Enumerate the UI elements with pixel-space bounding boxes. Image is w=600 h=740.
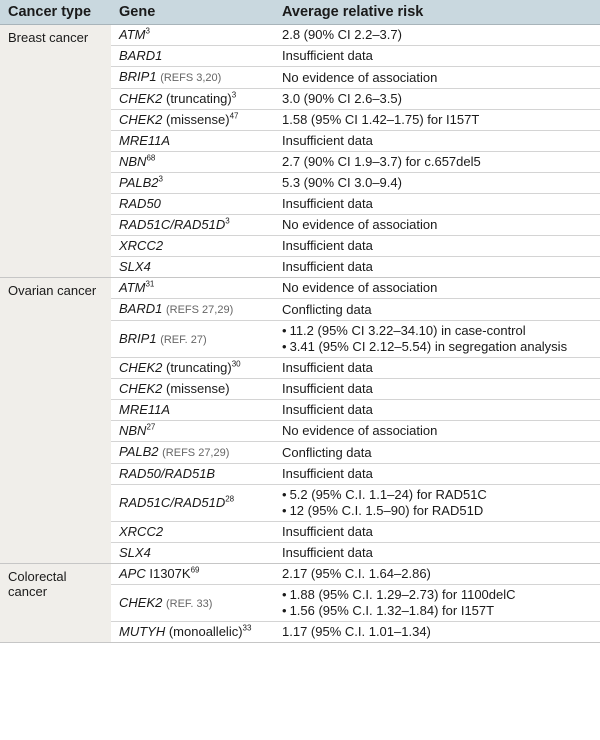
gene-name: MRE11A	[119, 133, 171, 148]
reference-note: (REFS 27,29)	[165, 304, 234, 316]
risk-value: No evidence of association	[282, 423, 438, 438]
gene-cell	[111, 464, 274, 485]
table-row	[0, 25, 600, 46]
risk-cell	[274, 543, 600, 564]
gene-name: PALB2	[119, 444, 159, 459]
gene-name: BARD1	[119, 301, 163, 316]
gene-cell	[111, 358, 274, 379]
risk-value: 5.2 (95% C.I. 1.1–24) for RAD51C	[289, 487, 487, 502]
gene-cell	[111, 564, 274, 585]
reference-superscript: 3	[158, 174, 163, 184]
gene-name: BRIP1	[119, 330, 157, 346]
gene-name: PALB2	[119, 175, 159, 190]
gene-cell	[111, 299, 274, 321]
risk-value: 12 (95% C.I. 1.5–90) for RAD51D	[289, 503, 484, 518]
table-header	[0, 0, 600, 25]
reference-superscript: 3	[231, 90, 237, 100]
reference-note: (REFS 3,20)	[160, 72, 222, 84]
gene-name: NBN	[119, 423, 147, 438]
risk-cell	[274, 89, 600, 110]
gene-name: RAD51C/RAD51D	[119, 217, 226, 232]
risk-cell	[274, 236, 600, 257]
risk-cell	[274, 67, 600, 89]
gene-cell	[111, 89, 274, 110]
risk-cell	[274, 379, 600, 400]
bullet-icon: •	[282, 339, 287, 354]
reference-superscript: 3	[145, 26, 150, 36]
gene-cell	[111, 25, 274, 46]
gene-qualifier: (monoallelic)	[168, 624, 243, 639]
gene-qualifier: (missense)	[165, 112, 230, 127]
gene-name: CHEK2	[119, 381, 163, 396]
gene-name: MUTYH	[119, 624, 166, 639]
risk-bullet-line	[282, 339, 592, 355]
risk-value: Insufficient data	[282, 402, 373, 417]
reference-superscript: 69	[190, 565, 200, 575]
risk-value: 1.88 (95% C.I. 1.29–2.73) for 1100delC	[289, 587, 516, 602]
risk-cell	[274, 257, 600, 278]
gene-name: XRCC2	[119, 524, 164, 539]
risk-value: 2.7 (90% CI 1.9–3.7) for c.657del5	[282, 154, 481, 169]
gene-qualifier: (truncating)	[165, 360, 232, 375]
table-row	[0, 278, 600, 299]
gene-name: ATM	[119, 280, 146, 295]
risk-cell	[274, 564, 600, 585]
risk-value: 2.8 (90% CI 2.2–3.7)	[282, 27, 402, 42]
gene-cell	[111, 278, 274, 299]
gene-cell	[111, 622, 274, 643]
risk-bullet-line	[282, 323, 592, 339]
risk-cell	[274, 522, 600, 543]
gene-cell	[111, 321, 274, 358]
risk-bullet-line	[282, 603, 592, 619]
risk-value: Insufficient data	[282, 524, 373, 539]
risk-value: Insufficient data	[282, 196, 373, 211]
risk-value: No evidence of association	[282, 280, 438, 295]
reference-note: (REF. 27)	[160, 333, 207, 346]
reference-superscript: 27	[146, 422, 156, 432]
risk-value: Conflicting data	[282, 444, 372, 460]
gene-name: ATM	[119, 27, 146, 42]
gene-cell	[111, 110, 274, 131]
risk-cell	[274, 194, 600, 215]
reference-note: (REFS 27,29)	[162, 447, 230, 459]
reference-superscript: 33	[242, 623, 252, 633]
risk-value: Insufficient data	[282, 259, 373, 274]
risk-bullet-line	[282, 503, 592, 519]
risk-value: No evidence of association	[282, 69, 438, 85]
gene-qualifier: (missense)	[165, 381, 230, 396]
bullet-icon: •	[282, 503, 287, 518]
risk-value: Insufficient data	[282, 466, 373, 481]
risk-bullet-line	[282, 587, 592, 603]
gene-cell	[111, 131, 274, 152]
risk-cell	[274, 464, 600, 485]
risk-cell	[274, 173, 600, 194]
risk-cell	[274, 400, 600, 421]
gene-name: CHEK2	[119, 91, 163, 106]
risk-value: Insufficient data	[282, 381, 373, 396]
cancer-type-cell: Breast cancer	[0, 25, 111, 278]
gene-name: CHEK2	[119, 112, 163, 127]
risk-value: Insufficient data	[282, 545, 373, 560]
gene-cell	[111, 442, 274, 464]
gene-name: SLX4	[119, 259, 151, 274]
gene-cell	[111, 173, 274, 194]
gene-cell	[111, 194, 274, 215]
risk-cell	[274, 46, 600, 67]
cancer-type-cell: Ovarian cancer	[0, 278, 111, 564]
reference-superscript: 28	[225, 494, 235, 504]
risk-cell	[274, 421, 600, 442]
risk-cell	[274, 585, 600, 622]
risk-value: 1.58 (95% CI 1.42–1.75) for I157T	[282, 112, 480, 127]
gene-qualifier: (truncating)	[165, 91, 232, 106]
table-body	[0, 25, 600, 643]
gene-cell	[111, 522, 274, 543]
header-risk: Average relative risk	[274, 0, 600, 25]
risk-value: Insufficient data	[282, 48, 373, 63]
gene-name: MRE11A	[119, 402, 171, 417]
risk-cell	[274, 321, 600, 358]
gene-cell	[111, 400, 274, 421]
risk-bullet-line	[282, 487, 592, 503]
gene-name: XRCC2	[119, 238, 164, 253]
risk-value: No evidence of association	[282, 217, 438, 232]
gene-cell	[111, 585, 274, 622]
risk-value: 3.41 (95% CI 2.12–5.54) in segregation analysis	[289, 339, 568, 354]
gene-name: RAD50	[119, 196, 161, 211]
gene-name: BARD1	[119, 48, 163, 63]
risk-cell	[274, 622, 600, 643]
gene-cell	[111, 485, 274, 522]
gene-cell	[111, 46, 274, 67]
risk-value: Conflicting data	[282, 301, 372, 317]
reference-superscript: 31	[145, 279, 155, 289]
gene-cell	[111, 257, 274, 278]
gene-cell	[111, 215, 274, 236]
gene-cell	[111, 421, 274, 442]
risk-cell	[274, 215, 600, 236]
risk-cell	[274, 110, 600, 131]
gene-name: CHEK2	[119, 360, 163, 375]
gene-cell	[111, 543, 274, 564]
gene-cell	[111, 236, 274, 257]
risk-cell	[274, 442, 600, 464]
risk-cell	[274, 152, 600, 173]
gene-qualifier: I1307K	[149, 566, 191, 581]
reference-superscript: 68	[146, 153, 156, 163]
table-row	[0, 564, 600, 585]
reference-superscript: 3	[225, 216, 230, 226]
risk-value: 1.17 (95% C.I. 1.01–1.34)	[282, 624, 431, 639]
risk-value: 3.0 (90% CI 2.6–3.5)	[282, 91, 402, 106]
risk-value: 11.2 (95% CI 3.22–34.10) in case-control	[289, 323, 526, 338]
risk-cell	[274, 358, 600, 379]
gene-name: CHEK2	[119, 594, 163, 610]
gene-name: RAD51C/RAD51D	[119, 495, 226, 510]
bullet-icon: •	[282, 587, 287, 602]
reference-superscript: 47	[229, 111, 239, 121]
risk-cell	[274, 131, 600, 152]
gene-name: BRIP1	[119, 69, 157, 84]
risk-cell	[274, 485, 600, 522]
risk-value: Insufficient data	[282, 133, 373, 148]
risk-value: 5.3 (90% CI 3.0–9.4)	[282, 175, 402, 190]
gene-cell	[111, 152, 274, 173]
gene-name: NBN	[119, 154, 147, 169]
gene-name: APC	[119, 566, 146, 581]
gene-name: RAD50/RAD51B	[119, 466, 216, 481]
cancer-type-cell: Colorectal cancer	[0, 564, 111, 643]
bullet-icon: •	[282, 487, 287, 502]
gene-name: SLX4	[119, 545, 151, 560]
risk-value: 1.56 (95% C.I. 1.32–1.84) for I157T	[289, 603, 495, 618]
risk-cell	[274, 278, 600, 299]
bullet-icon: •	[282, 323, 287, 338]
risk-cell	[274, 299, 600, 321]
bullet-icon: •	[282, 603, 287, 618]
risk-value: Insufficient data	[282, 360, 373, 375]
risk-value: 2.17 (95% C.I. 1.64–2.86)	[282, 566, 431, 581]
gene-cell	[111, 67, 274, 89]
reference-note: (REF. 33)	[165, 597, 213, 610]
header-cancer-type: Cancer type	[0, 0, 111, 25]
risk-value: Insufficient data	[282, 238, 373, 253]
header-gene: Gene	[111, 0, 274, 25]
gene-cell	[111, 379, 274, 400]
reference-superscript: 30	[231, 359, 241, 369]
risk-cell	[274, 25, 600, 46]
